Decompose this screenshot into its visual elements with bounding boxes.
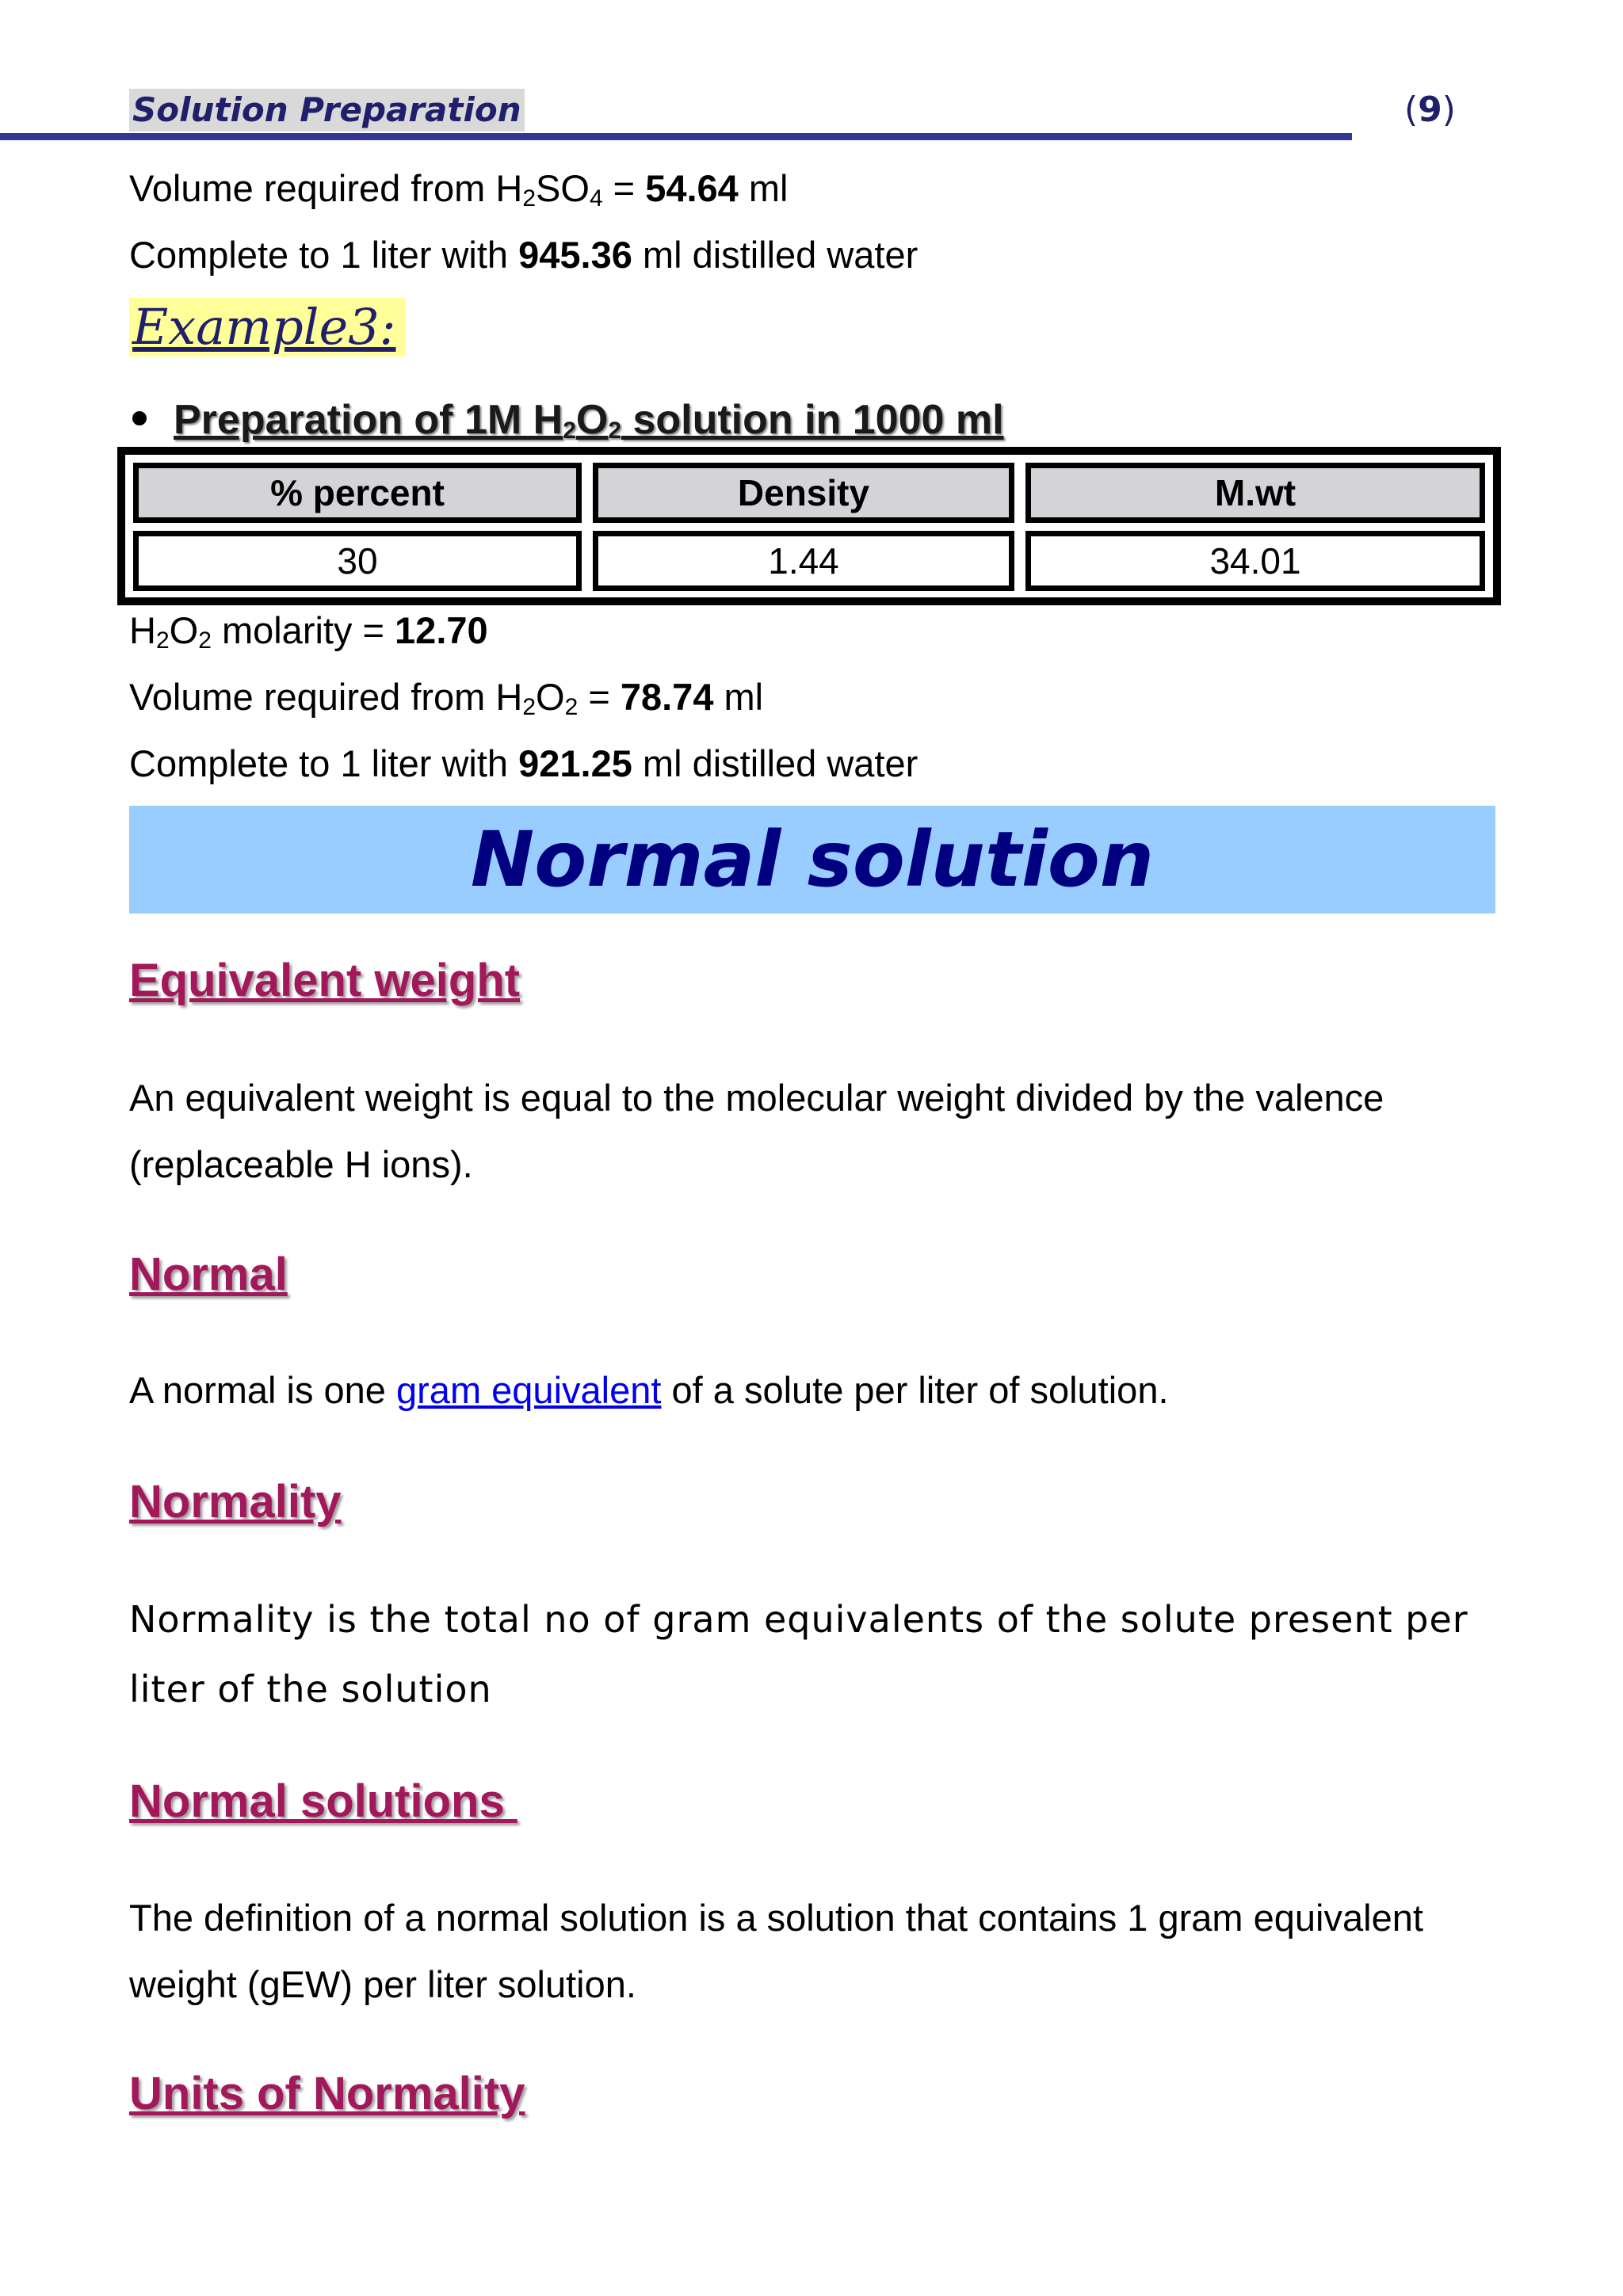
text: molarity =: [211, 609, 395, 651]
text: solution in 1000 ml: [621, 397, 1004, 443]
text: Complete to 1 liter with: [129, 234, 519, 276]
table-cell-percent: 30: [133, 531, 582, 591]
paragraph-line: An equivalent weight is equal to the molecular weight divided by the valence: [129, 1077, 1384, 1119]
subscript: 2: [564, 694, 579, 720]
bullet-icon: [132, 411, 147, 425]
subscript: 4: [589, 185, 603, 212]
subscript: 2: [198, 627, 212, 654]
heading-normal: Normal: [129, 1249, 288, 1300]
normal-solutions-text: [129, 1885, 1508, 2018]
gram-equivalent-link[interactable]: gram equivalent: [396, 1369, 662, 1411]
text: O: [575, 397, 609, 443]
paragraph-line: (replaceable H ions).: [129, 1143, 473, 1185]
text: O: [169, 609, 199, 651]
table-cell-mwt: 34.01: [1025, 531, 1485, 591]
text: O: [536, 676, 565, 718]
table-header-density: Density: [593, 463, 1014, 523]
table-header-percent: % percent: [133, 463, 582, 523]
text: H: [129, 609, 156, 651]
text: SO: [536, 167, 590, 209]
text: ml distilled water: [632, 234, 918, 276]
paragraph-line: liter of the solution: [129, 1668, 492, 1711]
page-number-close: ): [1442, 90, 1456, 130]
text: Volume required from H: [129, 676, 523, 718]
paragraph-line: Normality is the total no of gram equivalents of the solute present per: [129, 1598, 1468, 1641]
volume-h2so4-line: [129, 165, 788, 212]
text: Complete to 1 liter with: [129, 742, 519, 784]
section-banner: [129, 806, 1495, 913]
paragraph-line: The definition of a normal solution is a solution that contains 1 gram equivalent: [129, 1897, 1423, 1939]
volume-value: 78.74: [620, 676, 714, 718]
text: ml distilled water: [632, 742, 918, 784]
normal-text: [129, 1357, 1508, 1424]
equivalent-weight-text: [129, 1065, 1508, 1198]
header-divider: [0, 133, 1352, 140]
unit: ml: [738, 167, 789, 209]
subscript: 2: [522, 694, 537, 720]
page-number-value: 9: [1418, 90, 1442, 130]
heading-equivalent-weight: Equivalent weight: [129, 955, 521, 1006]
subscript: 2: [563, 418, 576, 444]
data-table: [117, 447, 1501, 605]
bullet-text: [174, 397, 1004, 443]
banner-title: Normal solution: [470, 815, 1155, 904]
volume-value: 54.64: [645, 167, 739, 209]
example-heading: Example3:: [129, 298, 406, 357]
table-cell-density: 1.44: [593, 531, 1014, 591]
volume-h2o2-line: [129, 673, 763, 721]
complete-to-liter-line-2: [129, 740, 918, 788]
subscript: 2: [522, 185, 537, 212]
text: of a solute per liter of solution.: [661, 1369, 1169, 1411]
molarity-line: [129, 607, 488, 654]
subscript: 2: [155, 627, 170, 654]
paragraph-line: weight (gEW) per liter solution.: [129, 1963, 636, 2005]
molarity-value: 12.70: [395, 609, 488, 651]
text: =: [578, 676, 621, 718]
unit: ml: [713, 676, 764, 718]
complete-to-liter-line: [129, 231, 918, 279]
bullet-item: [129, 394, 1004, 446]
text: =: [602, 167, 646, 209]
water-value: 945.36: [518, 234, 632, 276]
page-number-open: (: [1404, 90, 1419, 130]
subscript: 2: [608, 418, 622, 444]
text: Volume required from H: [129, 167, 523, 209]
heading-normality: Normality: [129, 1476, 342, 1527]
heading-normal-solutions: Normal solutions: [129, 1775, 517, 1827]
text: A normal is one: [129, 1369, 397, 1411]
text: Preparation of 1M H: [174, 397, 563, 443]
heading-units-of-normality: Units of Normality: [129, 2068, 525, 2119]
table-header-mwt: M.wt: [1025, 463, 1485, 523]
running-header-title: Solution Preparation: [129, 89, 525, 132]
normality-text: [129, 1585, 1508, 1724]
page-number: [1404, 89, 1456, 132]
water-value: 921.25: [518, 742, 632, 784]
